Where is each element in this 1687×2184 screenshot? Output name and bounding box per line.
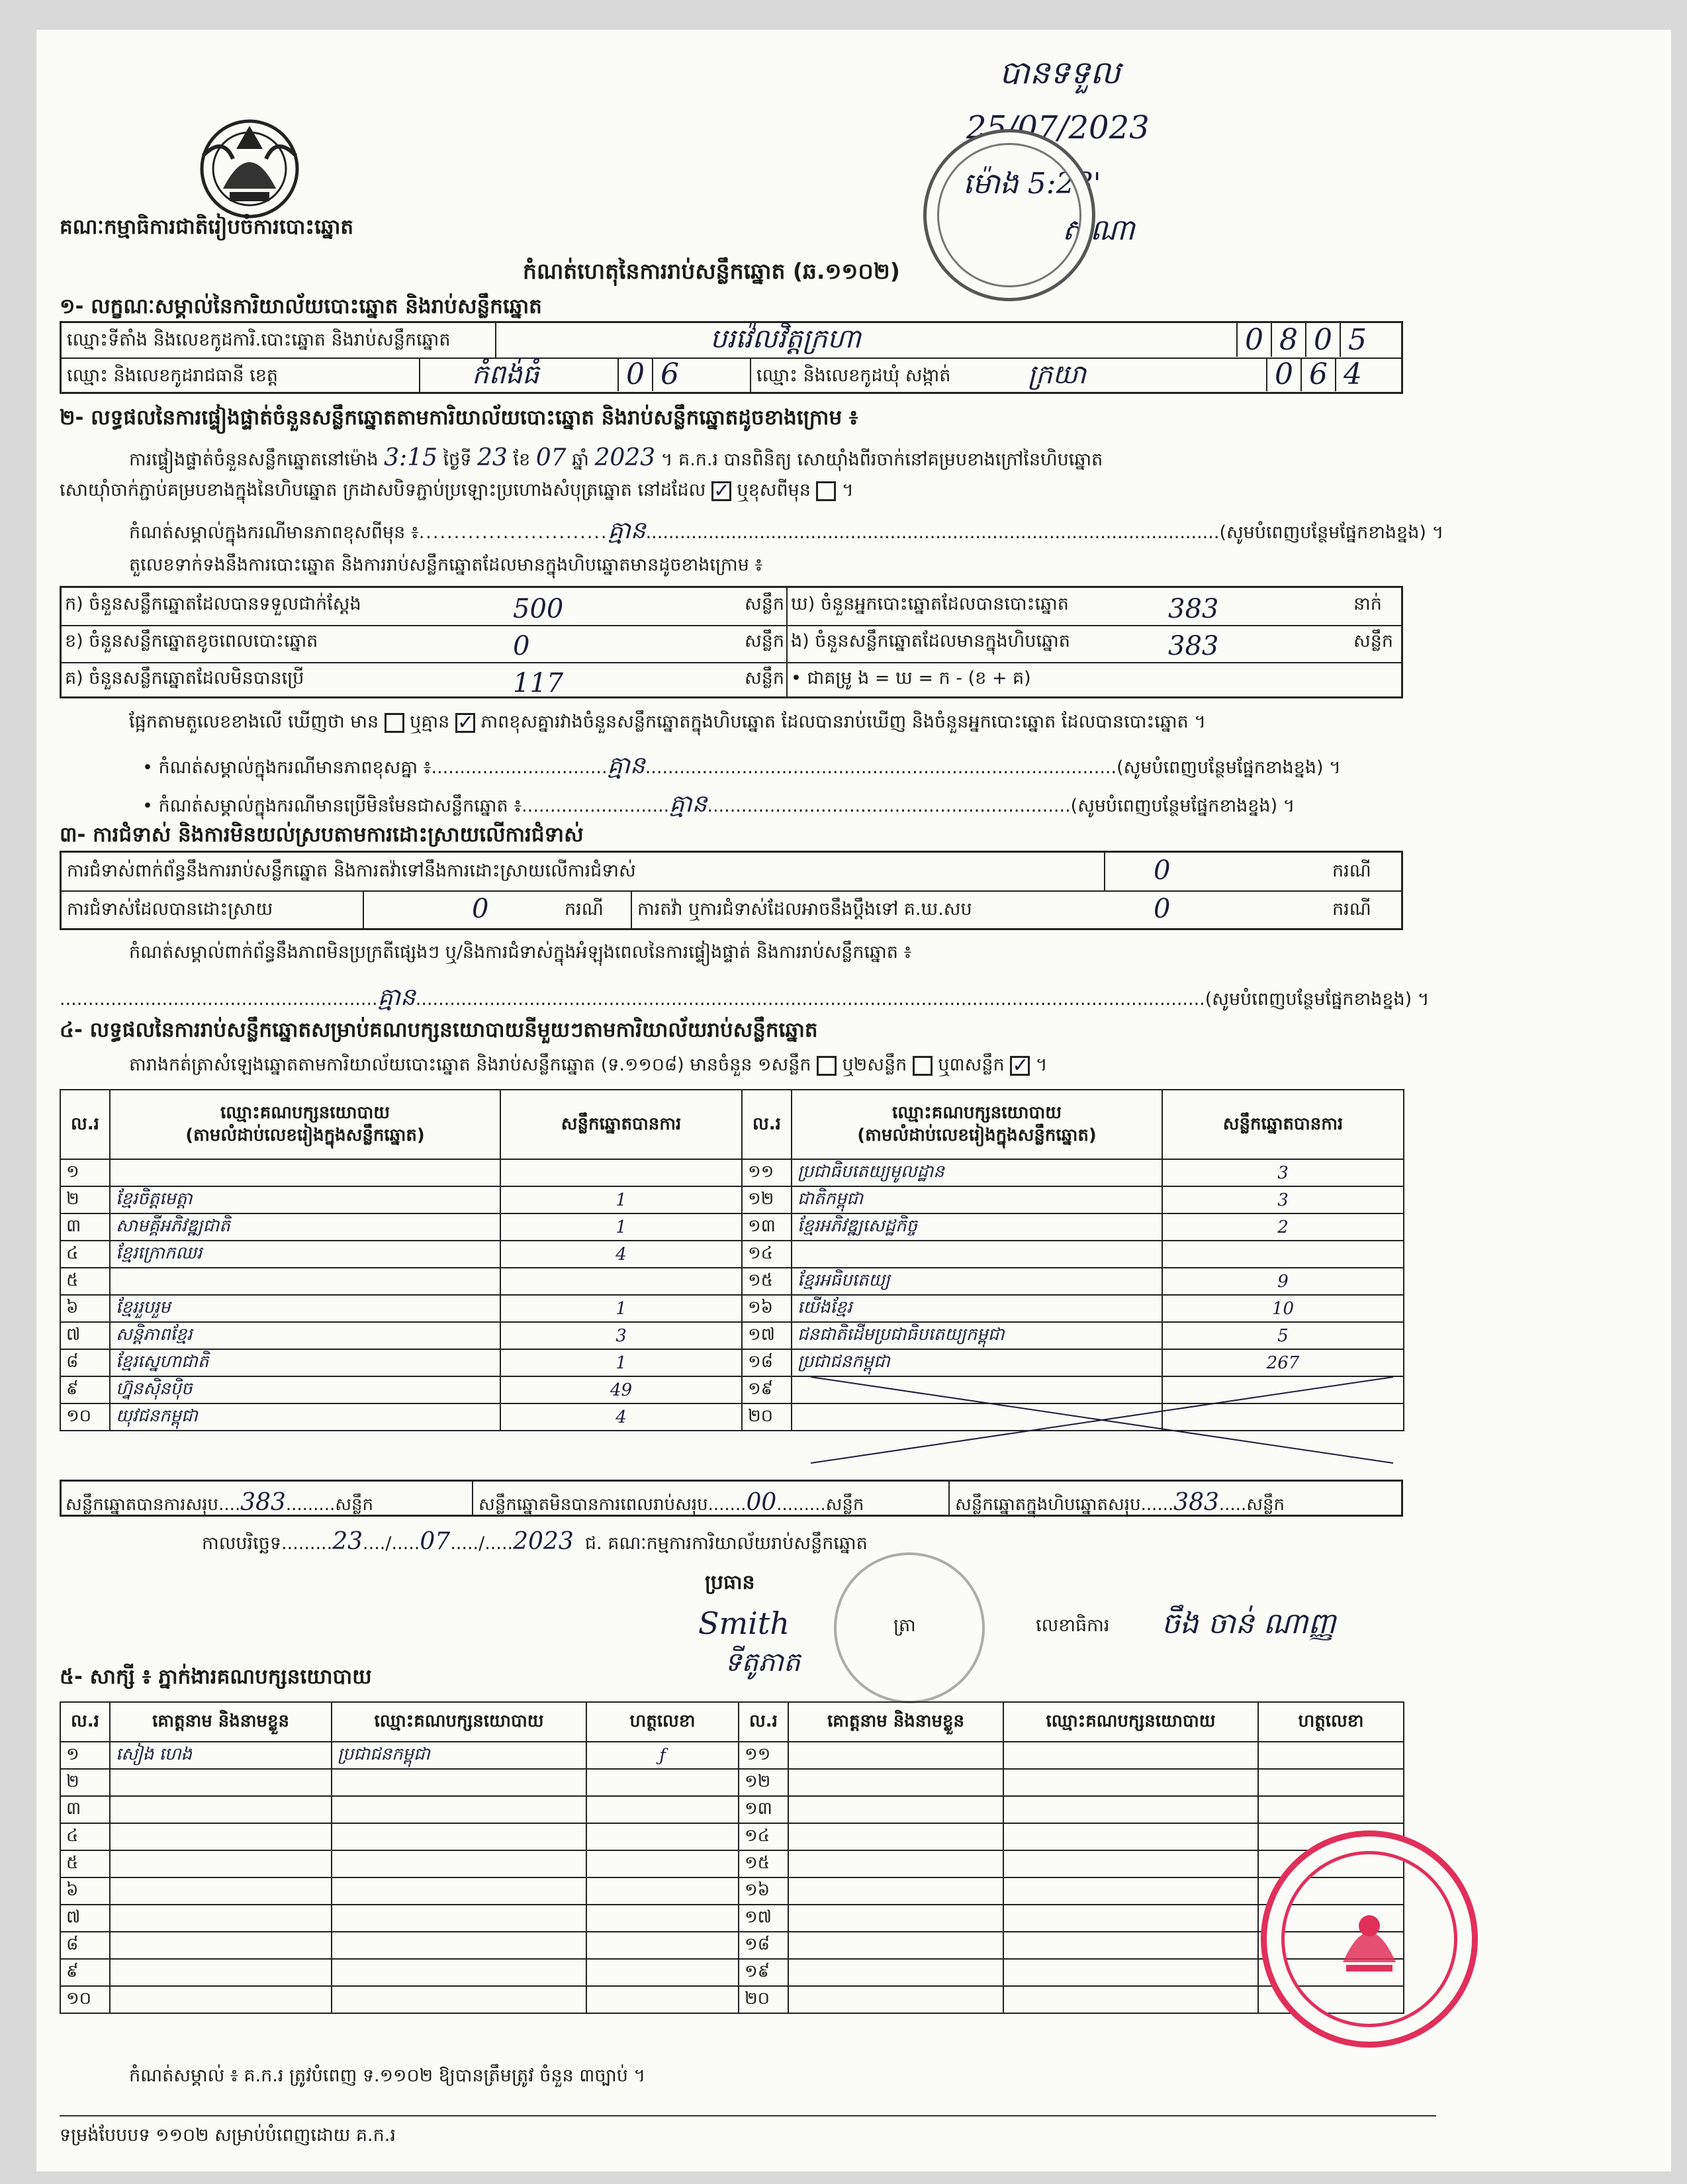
table-row — [60, 1213, 1404, 1241]
witness-cell — [788, 1769, 1003, 1796]
witness-cell — [110, 1850, 332, 1877]
table-row — [60, 1742, 1404, 1769]
witness-cell — [110, 1877, 332, 1905]
secretary-signature: ចឹង ចាន់ ណាញ្ញ — [1162, 1607, 1336, 1640]
witness-cell — [110, 1823, 332, 1850]
witness-cell: ២០ — [739, 1986, 788, 2013]
witness-cell — [586, 1986, 739, 2013]
results-votes-cell: 1 — [500, 1213, 742, 1241]
two-sheets-checkbox[interactable] — [913, 1056, 933, 1076]
count-unit-right: សន្លឹក — [1353, 631, 1393, 651]
witness-cell — [332, 1796, 586, 1823]
no-difference-checkbox[interactable]: ✓ — [455, 713, 475, 733]
results-party-cell: សន្តិភាពខ្មែរ — [110, 1322, 500, 1349]
verification-year: 2023 — [594, 444, 656, 471]
seal-note: កំណត់សម្គាល់ក្នុងករណីមានភាពខុសពីមុន ៖...........................គ្មាន.....................................................................................................(សូមបំពេញបន្ថែមផ្នែកខាងខ្នង) ។ — [129, 517, 1444, 544]
commune-code: 0 6 4 — [1266, 357, 1369, 394]
chair-signature: Smith — [698, 1605, 790, 1641]
witness-cell — [788, 1742, 1003, 1769]
results-party-cell — [110, 1268, 500, 1295]
results-votes-cell: 4 — [500, 1403, 742, 1431]
footer-rule — [60, 2115, 1436, 2116]
witness-cell: ប្រជាជនកម្ពុជា — [332, 1742, 586, 1769]
appeals-unit: ករណី — [1332, 899, 1371, 920]
witness-cell — [110, 1959, 332, 1986]
count-unit: សន្លឹក — [745, 668, 784, 688]
witness-cell — [586, 1905, 739, 1932]
table-row — [60, 1769, 1404, 1796]
table-row — [60, 1268, 1404, 1295]
results-no-cell: ១០ — [60, 1403, 110, 1431]
results-no-cell: ១៥ — [742, 1268, 792, 1295]
difference-note: • កំណត់សម្គាល់ក្នុងករណីមានភាពខុសគ្នា ៖...............................គ្មាន...................................................................................(សូមបំពេញបន្ថែមផ្នែកខាងខ្នង) ។ — [142, 752, 1341, 779]
results-party-cell: ខ្មែរចិត្តមេត្តា — [110, 1186, 500, 1213]
witness-cell — [586, 1850, 739, 1877]
receipt-signature: ស៊ីណា — [1062, 213, 1135, 247]
has-difference-checkbox[interactable] — [385, 713, 404, 733]
table-row — [60, 1295, 1404, 1322]
sheet-count-line: តារាងកត់ត្រាសំឡេងឆ្នោតតាមការិយាល័យបោះឆ្នោត និងរាប់សន្លឹកឆ្នោត (ទ.១១០៨) មានចំនួន ១សន្លឹក ឬ២សន្លឹក ឬ៣សន្លឹក ✓ ។ — [129, 1053, 1048, 1077]
table-row — [60, 1823, 1404, 1850]
count-label: គ) ចំនួនសន្លឹកឆ្នោតដែលមិនបានប្រើ — [65, 668, 304, 688]
results-votes-cell: 2 — [1162, 1213, 1404, 1241]
commission-name: គណៈកម្មាធិការជាតិរៀបចំការបោះឆ្នោត — [60, 215, 354, 239]
dateline: កាលបរិច្ឆេទ.........23..../.....07...../.....2023 ជ. គណៈកម្មការការិយាល័យរាប់សន្លឹកឆ្នោត — [202, 1528, 868, 1555]
receipt-date: 25/07/2023 — [966, 109, 1150, 146]
witness-cell — [332, 1823, 586, 1850]
witness-cell — [1258, 1796, 1404, 1823]
total-in-box: សន្លឹកឆ្នោតក្នុងហិបឆ្នោតសរុប......383.....សន្លឹក — [955, 1489, 1285, 1516]
table-row — [60, 1159, 1404, 1186]
results-party-cell: ហ្វ៊ុនស៊ិនប៉ិច — [110, 1376, 500, 1403]
witness-cell — [1003, 1742, 1258, 1769]
witness-cell — [332, 1769, 586, 1796]
section4-title: ៤- លទ្ធផលនៃការរាប់សន្លឹកឆ្នោតសម្រាប់គណបក្សនយោបាយនីមួយៗតាមការិយាល័យរាប់សន្លឹកឆ្នោត — [60, 1018, 818, 1042]
stamp-label: ត្រា — [893, 1615, 916, 1636]
results-no-cell: ១៨ — [742, 1349, 792, 1376]
three-sheets-checkbox[interactable]: ✓ — [1010, 1056, 1030, 1076]
empty-rows-cross — [811, 1374, 1393, 1466]
witness-cell — [110, 1796, 332, 1823]
count-label-right: ឃ) ចំនួនអ្នកបោះឆ្នោតដែលបានបោះឆ្នោត — [791, 594, 1069, 614]
count-unit: សន្លឹក — [745, 594, 784, 614]
witness-col-sign: ហត្ថលេខា — [586, 1702, 739, 1742]
seal-paragraph: សោយ៉ាំចាក់ភ្ជាប់គម្របខាងក្នុងនៃហិបឆ្នោត ក្រដាសបិទភ្ជាប់ប្រឡោះប្រហោងសំបុត្រឆ្នោត នៅដដែល ✓ ឬខុសពីមុន ។ — [60, 479, 854, 502]
results-no-cell: ២ — [60, 1186, 110, 1213]
results-no-cell: ៥ — [60, 1268, 110, 1295]
table-row — [60, 1905, 1404, 1932]
complaints-unit: ករណី — [1332, 861, 1371, 881]
witness-col-no: ល.រ — [60, 1702, 110, 1742]
unchanged-checkbox[interactable]: ✓ — [711, 481, 731, 501]
witness-cell — [788, 1796, 1003, 1823]
results-col-votes: សន្លឹកឆ្នោតបានការ — [500, 1090, 742, 1159]
results-votes-cell — [500, 1159, 742, 1186]
results-party-cell — [110, 1159, 500, 1186]
nec-emblem-icon — [183, 109, 316, 225]
total-valid: សន្លឹកឆ្នោតបានការសរុប....383.........សន្លឹក — [66, 1489, 373, 1516]
witness-cell: ១៦ — [739, 1877, 788, 1905]
count-label-right: ង) ចំនួនសន្លឹកឆ្នោតដែលមានក្នុងហិបឆ្នោត — [791, 631, 1070, 651]
results-votes-cell: 4 — [500, 1241, 742, 1268]
section1-title: ១- លក្ខណៈសម្គាល់នៃការិយាល័យបោះឆ្នោត និងរាប់សន្លឹកឆ្នោត — [60, 295, 542, 318]
results-no-cell: ១២ — [742, 1186, 792, 1213]
results-party-cell: ប្រជាជនកម្ពុជា — [792, 1349, 1162, 1376]
results-votes-cell: 1 — [500, 1186, 742, 1213]
table-row — [60, 1986, 1404, 2013]
results-votes-cell: 1 — [500, 1349, 742, 1376]
witness-cell — [788, 1986, 1003, 2013]
witness-cell: ៦ — [60, 1877, 110, 1905]
results-party-cell: ជនជាតិដើមប្រជាធិបតេយ្យកម្ពុជា — [792, 1322, 1162, 1349]
count-label: ខ) ចំនួនសន្លឹកឆ្នោតខូចពេលបោះឆ្នោត — [65, 631, 318, 651]
resolved-value: 0 — [472, 894, 489, 924]
verification-month: 07 — [535, 444, 567, 471]
witness-cell: ១ — [60, 1742, 110, 1769]
count-unit-right: នាក់ — [1353, 594, 1382, 614]
witness-cell — [586, 1959, 739, 1986]
witness-cell — [586, 1823, 739, 1850]
invalid-ballot-note: • កំណត់សម្គាល់ក្នុងករណីមានប្រើមិនមែនជាសន្លឹកឆ្នោត ៖..........................គ្មាន................................................................(សូមបំពេញបន្ថែមផ្នែកខាងខ្នង) ។ — [142, 790, 1295, 818]
commune-label: ឈ្មោះ និងលេខកូដឃុំ សង្កាត់ — [756, 365, 951, 386]
witness-cell — [788, 1905, 1003, 1932]
results-votes-cell: 5 — [1162, 1322, 1404, 1349]
witness-cell — [788, 1932, 1003, 1959]
polling-station-name: បរវ៉េលវិត្តក្រហា — [710, 324, 861, 354]
resolved-label: ការជំទាស់ដែលបានដោះស្រាយ — [67, 899, 273, 920]
total-invalid: សន្លឹកឆ្នោតមិនបានការពេលរាប់សរុប.......00.........សន្លឹក — [479, 1489, 864, 1516]
witness-cell — [332, 1877, 586, 1905]
results-party-cell: ខ្មែរអភិវឌ្ឍសេដ្ឋកិច្ច — [792, 1213, 1162, 1241]
results-party-cell: យុវជនកម្ពុជា — [110, 1403, 500, 1431]
complaints-box — [60, 851, 1403, 930]
results-votes-cell: 3 — [1162, 1186, 1404, 1213]
complaints-label: ការជំទាស់ពាក់ព័ន្ធនឹងការរាប់សន្លឹកឆ្នោត និងការតវ៉ាទៅនឹងការដោះស្រាយលើការជំទាស់ — [67, 861, 636, 881]
count-unit: សន្លឹក — [745, 631, 784, 651]
results-no-cell: ១៧ — [742, 1322, 792, 1349]
receipt-time: ម៉ោង 5:28' — [963, 167, 1101, 201]
witness-cell: ១៤ — [739, 1823, 788, 1850]
witness-col-name-2: គោត្តនាម និងនាមខ្លួន — [788, 1702, 1003, 1742]
witness-cell — [332, 1905, 586, 1932]
results-votes-cell: 1 — [500, 1295, 742, 1322]
table-row — [60, 1932, 1404, 1959]
witness-cell: ១៨ — [739, 1932, 788, 1959]
witness-cell: ១២ — [739, 1769, 788, 1796]
table-row — [60, 1322, 1404, 1349]
results-no-cell: ១៤ — [742, 1241, 792, 1268]
results-col-no-2: ល.រ — [742, 1090, 792, 1159]
section5-title: ៥- សាក្សី ៖ ភ្នាក់ងារគណបក្សនយោបាយ — [60, 1665, 372, 1689]
witness-cell: ៥ — [60, 1850, 110, 1877]
verification-day: 23 — [477, 444, 508, 471]
witness-cell: ១៩ — [739, 1959, 788, 1986]
witness-cell — [788, 1823, 1003, 1850]
witness-cell: ១៣ — [739, 1796, 788, 1823]
count-label-right: • ជាគម្រូ ង = ឃ = ក - (ខ + គ) — [791, 668, 1031, 688]
province-label: ឈ្មោះ និងលេខកូដរាជធានី ខេត្ត — [67, 365, 279, 386]
table-row — [60, 1850, 1404, 1877]
witness-col-no-2: ល.រ — [739, 1702, 788, 1742]
results-votes-cell: 9 — [1162, 1268, 1404, 1295]
witness-cell — [1003, 1959, 1258, 1986]
witness-cell — [1003, 1986, 1258, 2013]
witness-cell: ១៧ — [739, 1905, 788, 1932]
polling-station-label: ឈ្មោះទីតាំង និងលេខកូដការិ.បោះឆ្នោត និងរាប់សន្លឹកឆ្នោត — [67, 330, 451, 350]
appeals-label: ការតវ៉ា ឬការជំទាស់ដែលអាចនឹងប្តឹងទៅ គ.ឃ.សប — [637, 899, 972, 920]
witness-col-sign-2: ហត្ថលេខា — [1258, 1702, 1404, 1742]
table-row — [60, 1796, 1404, 1823]
results-party-cell: យើងខ្មែរ — [792, 1295, 1162, 1322]
witness-cell: ៩ — [60, 1959, 110, 1986]
province-name: កំពង់ធំ — [472, 359, 539, 390]
count-label: ក) ចំនួនសន្លឹកឆ្នោតដែលបានទទួលជាក់ស្តែង — [65, 594, 361, 614]
table-row — [60, 1349, 1404, 1376]
province-code: 0 6 — [617, 357, 686, 394]
results-no-cell: ១៦ — [742, 1295, 792, 1322]
totals-box — [60, 1480, 1403, 1517]
results-col-party: ឈ្មោះគណបក្សនយោបាយ (តាមលំដាប់លេខរៀងក្នុងសន្លឹកឆ្នោត) — [110, 1090, 500, 1159]
table-row — [60, 1186, 1404, 1213]
results-votes-cell — [500, 1268, 742, 1295]
results-party-cell: ខ្មែរអធិបតេយ្យ — [792, 1268, 1162, 1295]
results-party-cell: ខ្មែរក្រោកឈរ — [110, 1241, 500, 1268]
witness-cell — [110, 1769, 332, 1796]
results-party-cell: ខ្មែររួបរួម — [110, 1295, 500, 1322]
witness-cell: ១១ — [739, 1742, 788, 1769]
receipt-line: បានទទួល — [999, 54, 1120, 91]
witness-cell: ២ — [60, 1769, 110, 1796]
document-sheet — [36, 30, 1671, 2171]
witness-cell — [1003, 1796, 1258, 1823]
witness-cell — [1003, 1877, 1258, 1905]
results-votes-cell: 3 — [1162, 1159, 1404, 1186]
witness-cell — [332, 1850, 586, 1877]
results-votes-cell: 10 — [1162, 1295, 1404, 1322]
witness-cell — [586, 1796, 739, 1823]
results-no-cell: ១ — [60, 1159, 110, 1186]
witness-cell — [332, 1986, 586, 2013]
witness-cell — [586, 1877, 739, 1905]
results-col-party-2: ឈ្មោះគណបក្សនយោបាយ (តាមលំដាប់លេខរៀងក្នុងសន្លឹកឆ្នោត) — [792, 1090, 1162, 1159]
witness-cell — [332, 1959, 586, 1986]
results-votes-cell: 49 — [500, 1376, 742, 1403]
witness-cell — [1258, 1769, 1404, 1796]
appeals-value: 0 — [1154, 894, 1171, 924]
verification-time: 3:15 — [384, 444, 437, 471]
section1-box — [60, 321, 1403, 394]
difference-paragraph: ផ្អែកតាមតួលេខខាងលើ ឃើញថា មាន ឬគ្មាន ✓ ភាពខុសគ្នារវាងចំនួនសន្លឹកឆ្នោតក្នុងហិបឆ្នោត ដែលបានរាប់ឃើញ និងចំនួនអ្នកបោះឆ្នោត ដែលបានបោះឆ្នោត ។ — [129, 710, 1207, 734]
results-no-cell: ៧ — [60, 1322, 110, 1349]
changed-checkbox[interactable] — [816, 481, 836, 501]
witness-cell — [788, 1959, 1003, 1986]
count-value-right: 383 — [1168, 594, 1219, 624]
complaints-value: 0 — [1154, 855, 1171, 886]
witness-cell: ១០ — [60, 1986, 110, 2013]
receipt-stamp — [923, 129, 1095, 301]
table-row — [60, 1959, 1404, 1986]
witness-cell: សៀង ហេង — [110, 1742, 332, 1769]
witness-cell — [1003, 1905, 1258, 1932]
results-party-cell: ប្រជាធិបតេយ្យមូលដ្ឋាន — [792, 1159, 1162, 1186]
results-no-cell: ៨ — [60, 1349, 110, 1376]
results-votes-cell — [1162, 1241, 1404, 1268]
results-col-votes-2: សន្លឹកឆ្នោតបានការ — [1162, 1090, 1404, 1159]
witness-cell — [1003, 1769, 1258, 1796]
verification-paragraph: ការផ្ទៀងផ្ទាត់ចំនួនសន្លឹកឆ្នោតនៅម៉ោង 3:15 ថ្ងៃទី 23 ខែ 07 ឆ្នាំ 2023 ។ គ.ក.រ បានពិនិត្យ សោយ៉ាំងពីរចាក់នៅគម្របខាងក្រៅនៃហិបឆ្នោត — [129, 444, 1103, 471]
witness-cell: ៨ — [60, 1932, 110, 1959]
results-party-cell: ជាតិកម្ពុជា — [792, 1186, 1162, 1213]
witness-cell — [1003, 1850, 1258, 1877]
secretary-label: លេខាធិការ — [1036, 1615, 1110, 1636]
witness-cell — [110, 1905, 332, 1932]
results-votes-cell: 267 — [1162, 1349, 1404, 1376]
results-no-cell: ១៩ — [742, 1376, 792, 1403]
count-value: 500 — [513, 594, 564, 624]
witness-cell — [788, 1877, 1003, 1905]
irregularities-value-line: ........................................................គ្មាន...........................................................................................................................................(សូមបំពេញបន្ថែមផ្នែកខាងខ្នង) ។ — [60, 984, 1430, 1011]
results-no-cell: ១១ — [742, 1159, 792, 1186]
witness-cell: ១៥ — [739, 1850, 788, 1877]
one-sheet-checkbox[interactable] — [817, 1056, 837, 1076]
witness-cell: ƒ — [586, 1742, 739, 1769]
witness-cell — [586, 1932, 739, 1959]
seal-emblem-icon — [1326, 1896, 1412, 1982]
results-no-cell: ៩ — [60, 1376, 110, 1403]
results-party-cell: សាមគ្គីអភិវឌ្ឍជាតិ — [110, 1213, 500, 1241]
irregularities-note: កំណត់សម្គាល់ពាក់ព័ន្ធនឹងភាពមិនប្រក្រតីផ្សេងៗ ឬ/និងការជំទាស់ក្នុងអំឡុងពេលនៃការផ្ទៀងផ្ទាត់ និងការរាប់សន្លឹកឆ្នោត ៖ — [129, 942, 912, 963]
table-row — [60, 1877, 1404, 1905]
results-votes-cell: 3 — [500, 1322, 742, 1349]
witness-cell — [1258, 1742, 1404, 1769]
section2-title: ២- លទ្ធផលនៃការផ្ទៀងផ្ទាត់ចំនួនសន្លឹកឆ្នោតតាមការិយាល័យបោះឆ្នោត និងរាប់សន្លឹកឆ្នោតដូចខាងក្រោម ៖ — [60, 406, 858, 430]
witness-cell — [110, 1986, 332, 2013]
witness-cell — [1003, 1932, 1258, 1959]
count-value-right: 383 — [1168, 631, 1219, 661]
footer-text: ទម្រង់បែបបទ ១១០២ សម្រាប់បំពេញដោយ គ.ក.រ — [60, 2125, 396, 2146]
polling-station-code: 0 8 0 5 — [1236, 323, 1374, 357]
count-value: 117 — [513, 668, 564, 698]
nec-red-seal — [1261, 1830, 1478, 2048]
commune-name: ក្រយា — [1028, 359, 1087, 390]
witness-cell: ៧ — [60, 1905, 110, 1932]
witness-table — [60, 1701, 1404, 2014]
witness-cell — [1003, 1823, 1258, 1850]
results-no-cell: ២០ — [742, 1403, 792, 1431]
table-row — [60, 1241, 1404, 1268]
witness-cell — [586, 1769, 739, 1796]
witness-col-party-2: ឈ្មោះគណបក្សនយោបាយ — [1003, 1702, 1258, 1742]
results-party-cell: ខ្មែរស្នេហាជាតិ — [110, 1349, 500, 1376]
document-title: កំណត់ហេតុនៃការរាប់សន្លឹកឆ្នោត (ឆ.១១០២) — [523, 258, 900, 284]
witness-cell — [110, 1932, 332, 1959]
witness-col-name: គោត្តនាម និងនាមខ្លួន — [110, 1702, 332, 1742]
chair-name: ទីតូភាត — [725, 1647, 801, 1678]
results-col-no: ល.រ — [60, 1090, 110, 1159]
witness-cell — [788, 1850, 1003, 1877]
results-no-cell: ១៣ — [742, 1213, 792, 1241]
witness-col-party: ឈ្មោះគណបក្សនយោបាយ — [332, 1702, 586, 1742]
witness-cell: ៤ — [60, 1823, 110, 1850]
witness-cell — [332, 1932, 586, 1959]
counts-intro: តួលេខទាក់ទងនឹងការបោះឆ្នោត និងការរាប់សន្លឹកឆ្នោតដែលមានក្នុងហិបឆ្នោតមានដូចខាងក្រោម ៖ — [129, 555, 763, 575]
resolved-unit: ករណី — [565, 899, 604, 920]
chair-label: ប្រធាន — [705, 1571, 755, 1594]
results-no-cell: ៣ — [60, 1213, 110, 1241]
footnote: កំណត់សម្គាល់ ៖ គ.ក.រ ត្រូវបំពេញ ទ.១១០២ ឱ្យបានត្រឹមត្រូវ ចំនួន ៣ច្បាប់ ។ — [129, 2065, 646, 2086]
results-no-cell: ៤ — [60, 1241, 110, 1268]
count-value: 0 — [513, 631, 530, 661]
witness-cell: ៣ — [60, 1796, 110, 1823]
section3-title: ៣- ការជំទាស់ និងការមិនយល់ស្របតាមការដោះស្រាយលើការជំទាស់ — [60, 823, 584, 847]
results-party-cell — [792, 1241, 1162, 1268]
results-no-cell: ៦ — [60, 1295, 110, 1322]
